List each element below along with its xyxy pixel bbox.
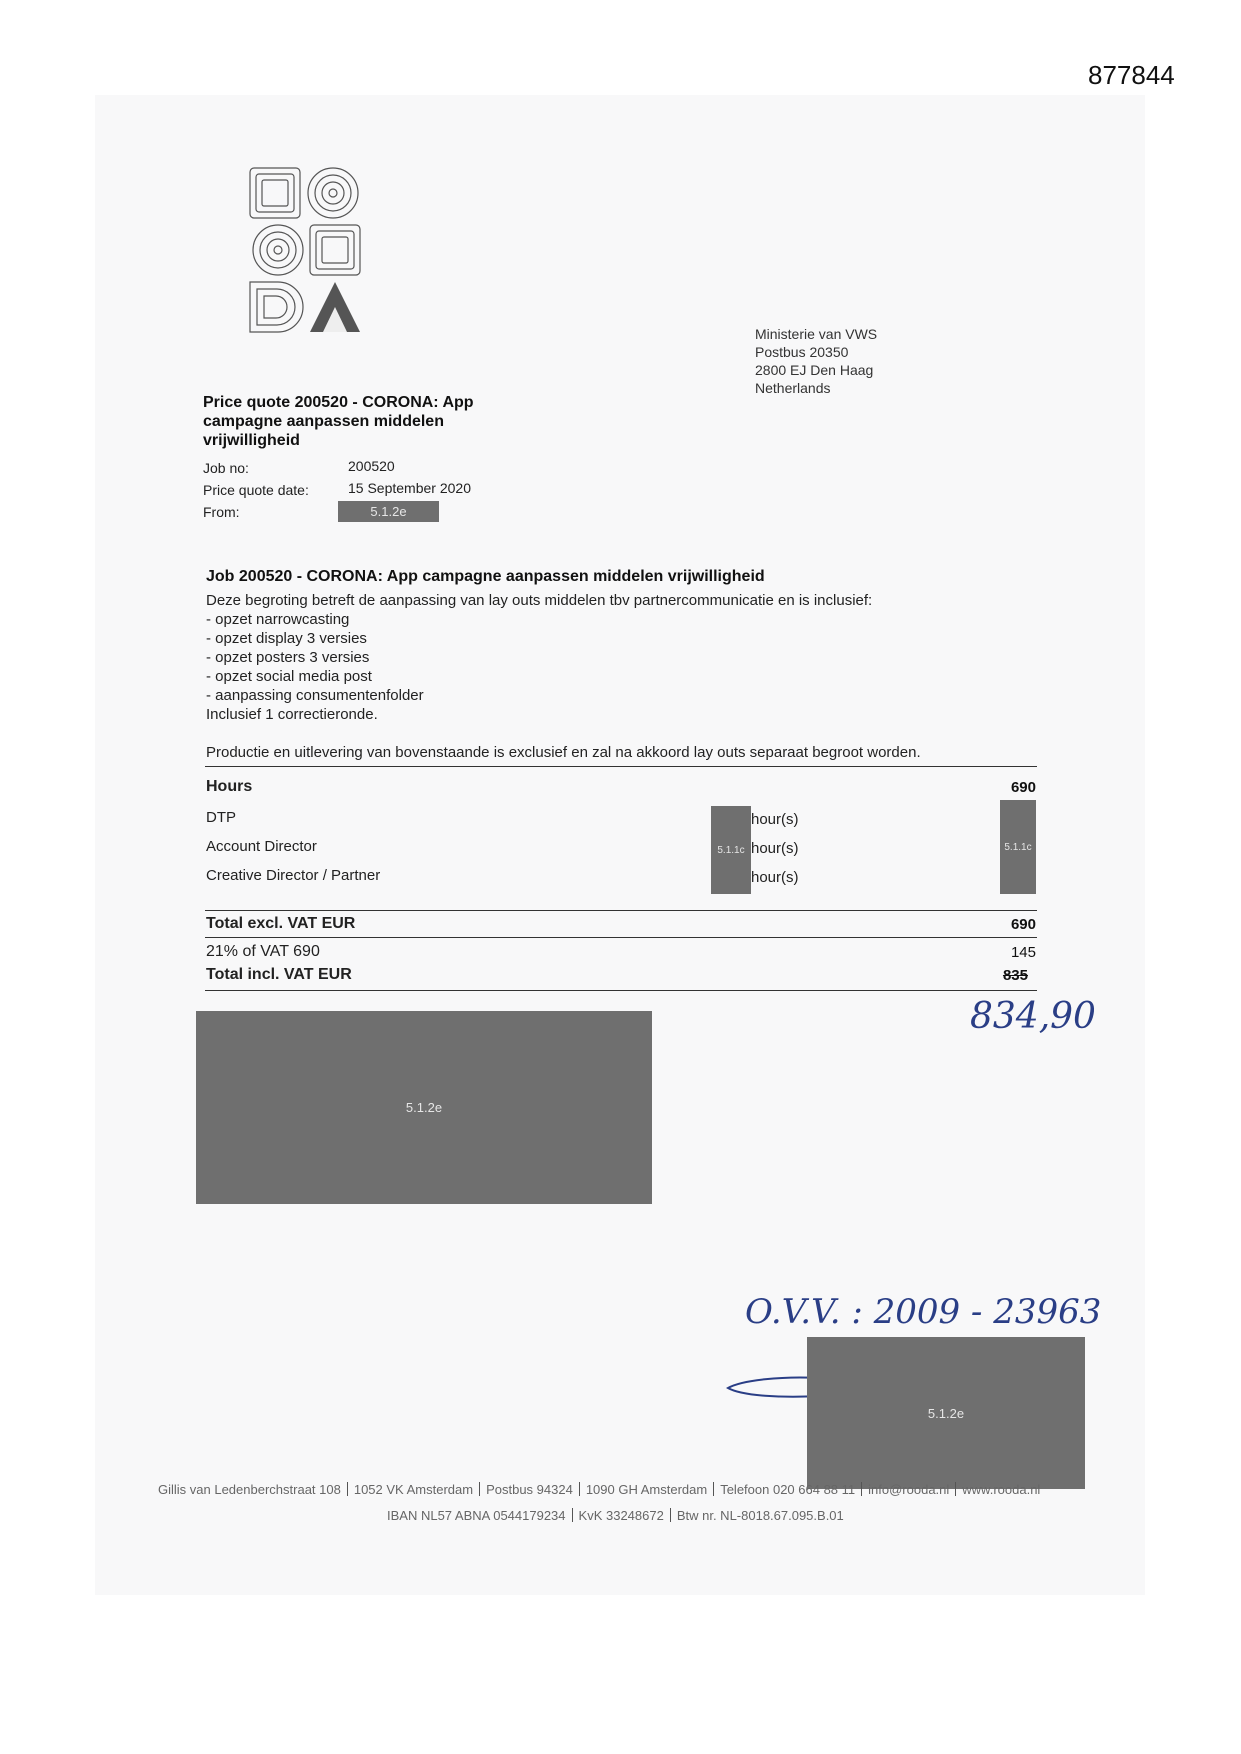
hours-row-unit: hour(s) <box>751 811 799 828</box>
hours-row-unit: hour(s) <box>751 840 799 857</box>
recipient-line: 2800 EJ Den Haag <box>755 362 874 378</box>
divider <box>205 990 1037 991</box>
divider <box>205 766 1037 767</box>
footer-address-line <box>158 1482 1040 1497</box>
bottom-redaction: 5.1.2e <box>807 1337 1085 1489</box>
job-intro: Deze begroting betreft de aanpassing van lay outs middelen tbv partnercommunicatie en is inclusief: <box>206 592 873 609</box>
hours-qty-redaction: 5.1.1c <box>711 806 751 894</box>
recipient-line: Netherlands <box>755 380 831 396</box>
job-item: Inclusief 1 correctieronde. <box>206 706 378 723</box>
footer-address: Gillis van Ledenberchstraat 108 <box>158 1482 341 1497</box>
job-item: - opzet posters 3 versies <box>206 649 370 666</box>
footer-website: www.rooda.nl <box>962 1482 1041 1497</box>
footer-btw: Btw nr. NL-8018.67.095.B.01 <box>676 1508 844 1523</box>
hours-total: 690 <box>1010 779 1036 796</box>
job-description <box>206 591 872 724</box>
footer-registration-line <box>387 1508 844 1523</box>
recipient-line: Postbus 20350 <box>755 344 849 360</box>
footer-postcode: 1052 VK Amsterdam <box>353 1482 474 1497</box>
handwritten-corrected-total: 834,90 <box>970 996 1096 1037</box>
job-item: - opzet social media post <box>206 668 372 685</box>
handwritten-ovv-note: O.V.V. : 2009 - 23963 <box>745 1292 1102 1332</box>
hours-row-label: DTP <box>206 809 236 826</box>
total-excl-label: Total excl. VAT EUR <box>206 915 356 932</box>
divider <box>205 937 1037 938</box>
job-item: - opzet display 3 versies <box>206 630 367 647</box>
total-incl-label: Total incl. VAT EUR <box>206 966 352 983</box>
job-no-value: 200520 <box>348 458 395 474</box>
hours-row-label: Creative Director / Partner <box>206 867 381 884</box>
vat-value: 145 <box>1010 944 1036 961</box>
total-excl-value: 690 <box>1010 916 1036 933</box>
quote-date-label: Price quote date: <box>203 482 309 498</box>
footer-phone: Telefoon 020 664 88 11 <box>720 1482 856 1497</box>
rooda-logo <box>248 166 363 333</box>
footer-iban: IBAN NL57 ABNA 0544179234 <box>387 1508 566 1523</box>
hours-row-label: Account Director <box>206 838 317 855</box>
job-title: Job 200520 - CORONA: App campagne aanpassen middelen vrijwilligheid <box>206 568 765 585</box>
footer-pobox-postcode: 1090 GH Amsterdam <box>585 1482 708 1497</box>
hours-amount-redaction: 5.1.1c <box>1000 800 1036 894</box>
recipient-address <box>755 325 877 397</box>
hours-heading: Hours <box>206 778 253 795</box>
divider <box>205 910 1037 911</box>
footer-kvk: KvK 33248672 <box>578 1508 664 1523</box>
signature-redaction: 5.1.2e <box>196 1011 652 1204</box>
footer-email: info@rooda.nl <box>868 1482 950 1497</box>
document-number: 877844 <box>1088 60 1175 90</box>
total-incl-value: 835 <box>1002 967 1028 984</box>
job-no-label: Job no: <box>203 460 249 476</box>
job-item: - opzet narrowcasting <box>206 611 350 628</box>
footer-pobox: Postbus 94324 <box>486 1482 573 1497</box>
vat-label: 21% of VAT 690 <box>206 943 320 960</box>
from-label: From: <box>203 504 240 520</box>
from-redaction: 5.1.2e <box>338 501 439 522</box>
quote-title: Price quote 200520 - CORONA: App campagne aanpassen middelen vrijwilligheid <box>203 394 474 449</box>
quote-date-value: 15 September 2020 <box>348 480 471 496</box>
job-item: - aanpassing consumentenfolder <box>206 687 424 704</box>
hours-row-unit: hour(s) <box>751 869 799 886</box>
recipient-line: Ministerie van VWS <box>755 326 878 342</box>
production-note: Productie en uitlevering van bovenstaande is exclusief en zal na akkoord lay outs separaat begroot worden. <box>206 744 921 761</box>
